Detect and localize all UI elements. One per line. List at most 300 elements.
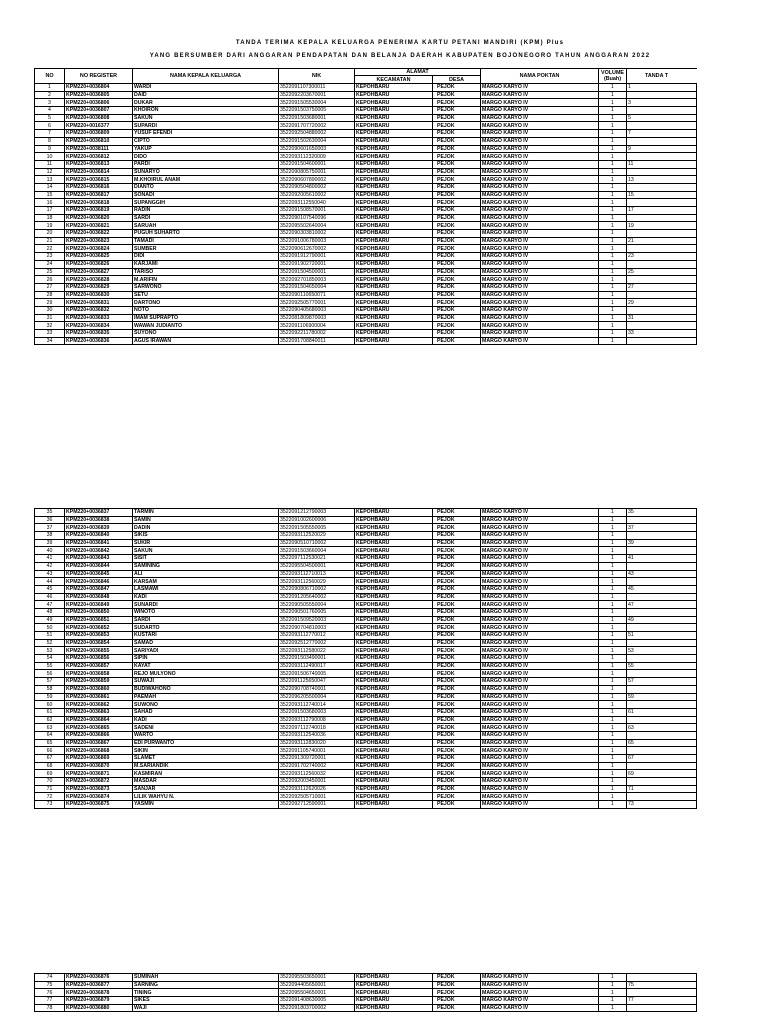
table-row (35, 639, 697, 647)
cell-poktan: MARGO KARYO IV (481, 801, 599, 809)
cell-volume: 1 (599, 570, 627, 578)
cell-no: 27 (35, 283, 65, 291)
cell-desa: PEJOK (433, 778, 481, 786)
cell-volume: 1 (599, 639, 627, 647)
cell-kecamatan: KEPOHBARU (355, 974, 433, 982)
cell-no: 57 (35, 678, 65, 686)
cell-name: SUWONO (133, 701, 279, 709)
cell-poktan: MARGO KARYO IV (481, 237, 599, 245)
cell-nik: 3522093112710013 (279, 570, 355, 578)
table-row (35, 762, 697, 770)
cell-signature (627, 153, 697, 161)
cell-name: SUNARYO (133, 168, 279, 176)
cell-volume: 1 (599, 1004, 627, 1012)
cell-signature: 55 (627, 662, 697, 670)
cell-poktan: MARGO KARYO IV (481, 555, 599, 563)
cell-volume: 1 (599, 237, 627, 245)
cell-desa: PEJOK (433, 122, 481, 130)
cell-no: 17 (35, 207, 65, 215)
cell-poktan: MARGO KARYO IV (481, 176, 599, 184)
cell-nik: 3522090612670002 (279, 245, 355, 253)
cell-kecamatan: KEPOHBARU (355, 670, 433, 678)
cell-register: KPM220+0036821 (65, 222, 133, 230)
table-row (35, 647, 697, 655)
cell-poktan: MARGO KARYO IV (481, 974, 599, 982)
cell-poktan: MARGO KARYO IV (481, 632, 599, 640)
cell-name: KARSAM (133, 578, 279, 586)
cell-poktan: MARGO KARYO IV (481, 91, 599, 99)
cell-signature: 61 (627, 708, 697, 716)
cell-signature: 15 (627, 191, 697, 199)
cell-nik: 3522090303810002 (279, 230, 355, 238)
cell-desa: PEJOK (433, 516, 481, 524)
cell-nik: 3522093112790008 (279, 716, 355, 724)
cell-name: SUDARTO (133, 624, 279, 632)
cell-poktan: MARGO KARYO IV (481, 547, 599, 555)
table-row (35, 801, 697, 809)
cell-poktan: MARGO KARYO IV (481, 731, 599, 739)
cell-desa: PEJOK (433, 632, 481, 640)
cell-no: 74 (35, 974, 65, 982)
cell-nik: 3522091504650004 (279, 283, 355, 291)
cell-poktan: MARGO KARYO IV (481, 997, 599, 1005)
cell-poktan: MARGO KARYO IV (481, 647, 599, 655)
cell-volume: 1 (599, 981, 627, 989)
cell-register: KPM220+0036849 (65, 601, 133, 609)
cell-volume: 1 (599, 989, 627, 997)
cell-no: 15 (35, 191, 65, 199)
table-row (35, 608, 697, 616)
cell-register: KPM220+0036861 (65, 693, 133, 701)
cell-signature: 31 (627, 314, 697, 322)
cell-poktan: MARGO KARYO IV (481, 701, 599, 709)
table-row (35, 176, 697, 184)
table-row (35, 153, 697, 161)
cell-register: KPM220+0036851 (65, 616, 133, 624)
cell-register: KPM220+0036854 (65, 639, 133, 647)
cell-name: KARJAMI (133, 260, 279, 268)
cell-signature: 47 (627, 601, 697, 609)
cell-volume: 1 (599, 716, 627, 724)
cell-register: KPM220+0036864 (65, 716, 133, 724)
cell-poktan: MARGO KARYO IV (481, 685, 599, 693)
cell-name: CIPTO (133, 137, 279, 145)
table-row (35, 770, 697, 778)
cell-desa: PEJOK (433, 176, 481, 184)
cell-volume: 1 (599, 214, 627, 222)
cell-register: KPM220+0036841 (65, 539, 133, 547)
cell-name: YASMIN (133, 801, 279, 809)
cell-no: 61 (35, 708, 65, 716)
table-row (35, 655, 697, 663)
cell-register: KPM220+0036872 (65, 778, 133, 786)
cell-volume: 1 (599, 176, 627, 184)
cell-poktan: MARGO KARYO IV (481, 84, 599, 92)
cell-poktan: MARGO KARYO IV (481, 199, 599, 207)
cell-nik: 3522091309720001 (279, 755, 355, 763)
cell-volume: 1 (599, 145, 627, 153)
cell-volume: 1 (599, 183, 627, 191)
cell-name: SIKES (133, 997, 279, 1005)
cell-kecamatan: KEPOHBARU (355, 793, 433, 801)
cell-register: KPM220+0036825 (65, 253, 133, 261)
cell-kecamatan: KEPOHBARU (355, 678, 433, 686)
cell-kecamatan: KEPOHBARU (355, 601, 433, 609)
cell-kecamatan: KEPOHBARU (355, 145, 433, 153)
cell-kecamatan: KEPOHBARU (355, 237, 433, 245)
cell-volume: 1 (599, 647, 627, 655)
cell-volume: 1 (599, 276, 627, 284)
cell-register: KPM220+0036842 (65, 547, 133, 555)
cell-nik: 3522091506740005 (279, 670, 355, 678)
cell-signature (627, 578, 697, 586)
cell-name: KAYAT (133, 662, 279, 670)
cell-register: KPM220+0036807 (65, 107, 133, 115)
cell-register: KPM220+0036827 (65, 268, 133, 276)
table-row (35, 778, 697, 786)
cell-desa: PEJOK (433, 585, 481, 593)
cell-volume: 1 (599, 778, 627, 786)
cell-poktan: MARGO KARYO IV (481, 793, 599, 801)
cell-nik: 3522092211780002 (279, 330, 355, 338)
cell-signature (627, 245, 697, 253)
cell-no: 72 (35, 793, 65, 801)
cell-name: EDI PURWANTO (133, 739, 279, 747)
table-row (35, 662, 697, 670)
cell-name: SARDI (133, 214, 279, 222)
table-row (35, 99, 697, 107)
cell-desa: PEJOK (433, 755, 481, 763)
cell-kecamatan: KEPOHBARU (355, 685, 433, 693)
cell-register: KPM220+0036833 (65, 314, 133, 322)
cell-nik: 3522097112530021 (279, 555, 355, 563)
cell-register: KPM220+0036852 (65, 624, 133, 632)
cell-desa: PEJOK (433, 222, 481, 230)
cell-desa: PEJOK (433, 524, 481, 532)
cell-signature (627, 91, 697, 99)
col-header-no: NO (35, 69, 65, 84)
cell-name: SUPARDI (133, 122, 279, 130)
cell-kecamatan: KEPOHBARU (355, 153, 433, 161)
cell-name: YUSUF EFENDI (133, 130, 279, 138)
cell-name: KASMIRAN (133, 770, 279, 778)
cell-no: 39 (35, 539, 65, 547)
cell-no: 20 (35, 230, 65, 238)
cell-desa: PEJOK (433, 160, 481, 168)
cell-desa: PEJOK (433, 624, 481, 632)
cell-signature: 51 (627, 632, 697, 640)
cell-volume: 1 (599, 616, 627, 624)
cell-poktan: MARGO KARYO IV (481, 539, 599, 547)
cell-desa: PEJOK (433, 608, 481, 616)
cell-signature (627, 322, 697, 330)
cell-no: 68 (35, 762, 65, 770)
cell-volume: 1 (599, 747, 627, 755)
cell-register: KPM220+0036874 (65, 793, 133, 801)
cell-name: SUKIR (133, 539, 279, 547)
cell-no: 49 (35, 616, 65, 624)
cell-register: KPM220+0036869 (65, 755, 133, 763)
cell-poktan: MARGO KARYO IV (481, 222, 599, 230)
cell-kecamatan: KEPOHBARU (355, 747, 433, 755)
cell-name: TARMIN (133, 509, 279, 517)
cell-register: KPM220+0036847 (65, 585, 133, 593)
cell-no: 53 (35, 647, 65, 655)
cell-no: 29 (35, 299, 65, 307)
table-row (35, 222, 697, 230)
cell-signature (627, 214, 697, 222)
cell-volume: 1 (599, 547, 627, 555)
table-row (35, 524, 697, 532)
cell-nik: 3522090806710002 (279, 585, 355, 593)
cell-signature: 27 (627, 283, 697, 291)
cell-kecamatan: KEPOHBARU (355, 91, 433, 99)
cell-signature: 63 (627, 724, 697, 732)
cell-signature (627, 747, 697, 755)
cell-signature (627, 291, 697, 299)
cell-nik: 3522091509520003 (279, 616, 355, 624)
cell-kecamatan: KEPOHBARU (355, 981, 433, 989)
table-row (35, 130, 697, 138)
cell-register: KPM220+0036868 (65, 747, 133, 755)
cell-nik: 3522092512770002 (279, 639, 355, 647)
table-row (35, 199, 697, 207)
cell-signature (627, 516, 697, 524)
cell-no: 18 (35, 214, 65, 222)
cell-register: KPM220+0036863 (65, 708, 133, 716)
cell-poktan: MARGO KARYO IV (481, 137, 599, 145)
cell-register: KPM220+0036873 (65, 785, 133, 793)
table-row (35, 107, 697, 115)
table-row (35, 337, 697, 345)
cell-poktan: MARGO KARYO IV (481, 762, 599, 770)
cell-volume: 1 (599, 997, 627, 1005)
cell-nik: 3522092505770001 (279, 299, 355, 307)
table-row (35, 160, 697, 168)
cell-signature: 3 (627, 99, 697, 107)
cell-desa: PEJOK (433, 91, 481, 99)
table-row (35, 555, 697, 563)
cell-nik: 3522092712590001 (279, 801, 355, 809)
table-body (35, 84, 697, 345)
cell-register: KPM220+0036804 (65, 84, 133, 92)
cell-kecamatan: KEPOHBARU (355, 516, 433, 524)
table-row (35, 84, 697, 92)
cell-register: KPM220+0036806 (65, 99, 133, 107)
cell-name: RADIN (133, 207, 279, 215)
cell-signature: 49 (627, 616, 697, 624)
cell-nik: 3522090405680003 (279, 306, 355, 314)
recipient-table-page-1 (34, 68, 697, 345)
cell-name: M.KHOIRUL ANAM (133, 176, 279, 184)
cell-kecamatan: KEPOHBARU (355, 268, 433, 276)
cell-poktan: MARGO KARYO IV (481, 785, 599, 793)
cell-name: AGUS IRAWAN (133, 337, 279, 345)
cell-register: KPM220+0036836 (65, 337, 133, 345)
cell-register: KPM220+0036875 (65, 801, 133, 809)
cell-kecamatan: KEPOHBARU (355, 199, 433, 207)
cell-kecamatan: KEPOHBARU (355, 291, 433, 299)
cell-signature (627, 137, 697, 145)
cell-name: TARISO (133, 268, 279, 276)
cell-signature (627, 685, 697, 693)
table-row (35, 693, 697, 701)
cell-volume: 1 (599, 601, 627, 609)
table-row (35, 570, 697, 578)
cell-poktan: MARGO KARYO IV (481, 516, 599, 524)
cell-no: 23 (35, 253, 65, 261)
cell-no: 44 (35, 578, 65, 586)
cell-nik: 3522095504500001 (279, 562, 355, 570)
cell-register: KPM220+0036857 (65, 662, 133, 670)
cell-desa: PEJOK (433, 168, 481, 176)
cell-desa: PEJOK (433, 989, 481, 997)
table-row (35, 616, 697, 624)
table-row (35, 114, 697, 122)
cell-signature: 13 (627, 176, 697, 184)
cell-desa: PEJOK (433, 708, 481, 716)
table-row (35, 981, 697, 989)
cell-signature: 65 (627, 739, 697, 747)
cell-register: KPM220+0036831 (65, 299, 133, 307)
cell-name: SARNING (133, 981, 279, 989)
table-row (35, 306, 697, 314)
cell-signature: 71 (627, 785, 697, 793)
cell-desa: PEJOK (433, 547, 481, 555)
cell-register: KPM220+0036858 (65, 670, 133, 678)
cell-poktan: MARGO KARYO IV (481, 624, 599, 632)
cell-signature: 19 (627, 222, 697, 230)
cell-volume: 1 (599, 322, 627, 330)
cell-kecamatan: KEPOHBARU (355, 532, 433, 540)
cell-name: PAEMAH (133, 693, 279, 701)
cell-poktan: MARGO KARYO IV (481, 532, 599, 540)
cell-nik: 3522091503490001 (279, 655, 355, 663)
cell-desa: PEJOK (433, 1004, 481, 1012)
cell-kecamatan: KEPOHBARU (355, 578, 433, 586)
cell-name: WAJI (133, 1004, 279, 1012)
table-row (35, 168, 697, 176)
cell-kecamatan: KEPOHBARU (355, 655, 433, 663)
cell-nik: 3522093112320009 (279, 153, 355, 161)
cell-name: SAKUN (133, 114, 279, 122)
cell-kecamatan: KEPOHBARU (355, 122, 433, 130)
cell-nik: 3522095502640004 (279, 222, 355, 230)
cell-nik: 3522081809870003 (279, 314, 355, 322)
cell-name: M.SARIANDIK (133, 762, 279, 770)
cell-desa: PEJOK (433, 974, 481, 982)
cell-name: KUSTARI (133, 632, 279, 640)
cell-nik: 3522090805750001 (279, 168, 355, 176)
cell-no: 19 (35, 222, 65, 230)
cell-kecamatan: KEPOHBARU (355, 701, 433, 709)
cell-name: MASDAR (133, 778, 279, 786)
cell-name: SARUAH (133, 222, 279, 230)
cell-volume: 1 (599, 245, 627, 253)
cell-register: KPM220+0036865 (65, 724, 133, 732)
cell-name: KADI (133, 716, 279, 724)
cell-volume: 1 (599, 578, 627, 586)
cell-kecamatan: KEPOHBARU (355, 130, 433, 138)
cell-no: 78 (35, 1004, 65, 1012)
cell-name: WARDI (133, 84, 279, 92)
cell-nik: 3522091503750005 (279, 107, 355, 115)
cell-no: 54 (35, 655, 65, 663)
cell-signature (627, 793, 697, 801)
cell-volume: 1 (599, 608, 627, 616)
cell-poktan: MARGO KARYO IV (481, 562, 599, 570)
cell-name: SADENI (133, 724, 279, 732)
table-row (35, 207, 697, 215)
cell-name: NOTO (133, 306, 279, 314)
cell-nik: 3522091002600006 (279, 516, 355, 524)
cell-kecamatan: KEPOHBARU (355, 107, 433, 115)
table-row (35, 260, 697, 268)
cell-no: 62 (35, 716, 65, 724)
cell-no: 7 (35, 130, 65, 138)
cell-nik: 3522091408630005 (279, 997, 355, 1005)
col-header-kecamatan: KECAMATAN (355, 76, 433, 84)
cell-kecamatan: KEPOHBARU (355, 608, 433, 616)
cell-signature (627, 716, 697, 724)
cell-kecamatan: KEPOHBARU (355, 593, 433, 601)
cell-kecamatan: KEPOHBARU (355, 168, 433, 176)
cell-register: KPM220+0036818 (65, 199, 133, 207)
cell-signature: 53 (627, 647, 697, 655)
cell-volume: 1 (599, 532, 627, 540)
cell-desa: PEJOK (433, 716, 481, 724)
cell-name: SARIYADI (133, 647, 279, 655)
cell-poktan: MARGO KARYO IV (481, 245, 599, 253)
cell-poktan: MARGO KARYO IV (481, 724, 599, 732)
cell-volume: 1 (599, 624, 627, 632)
cell-signature (627, 974, 697, 982)
cell-name: DARTONO (133, 299, 279, 307)
cell-desa: PEJOK (433, 731, 481, 739)
cell-register: KPM220+0038111 (65, 145, 133, 153)
cell-kecamatan: KEPOHBARU (355, 230, 433, 238)
table-row (35, 755, 697, 763)
table-body (35, 509, 697, 809)
cell-register: KPM220+0036820 (65, 214, 133, 222)
cell-kecamatan: KEPOHBARU (355, 283, 433, 291)
cell-name: SAKUN (133, 547, 279, 555)
cell-no: 25 (35, 268, 65, 276)
cell-poktan: MARGO KARYO IV (481, 524, 599, 532)
cell-signature (627, 306, 697, 314)
cell-poktan: MARGO KARYO IV (481, 130, 599, 138)
cell-signature: 1 (627, 84, 697, 92)
cell-desa: PEJOK (433, 268, 481, 276)
cell-register: KPM220+0036880 (65, 1004, 133, 1012)
cell-no: 28 (35, 291, 65, 299)
cell-no: 26 (35, 276, 65, 284)
cell-desa: PEJOK (433, 747, 481, 755)
cell-name: REJO MULYONO (133, 670, 279, 678)
cell-kecamatan: KEPOHBARU (355, 755, 433, 763)
cell-desa: PEJOK (433, 199, 481, 207)
cell-nik: 3522090505550004 (279, 601, 355, 609)
cell-desa: PEJOK (433, 260, 481, 268)
cell-desa: PEJOK (433, 670, 481, 678)
cell-name: KADI (133, 593, 279, 601)
cell-kecamatan: KEPOHBARU (355, 731, 433, 739)
cell-no: 38 (35, 532, 65, 540)
cell-register: KPM220+0036844 (65, 562, 133, 570)
cell-register: KPM220+0036853 (65, 632, 133, 640)
cell-poktan: MARGO KARYO IV (481, 509, 599, 517)
cell-poktan: MARGO KARYO IV (481, 122, 599, 130)
